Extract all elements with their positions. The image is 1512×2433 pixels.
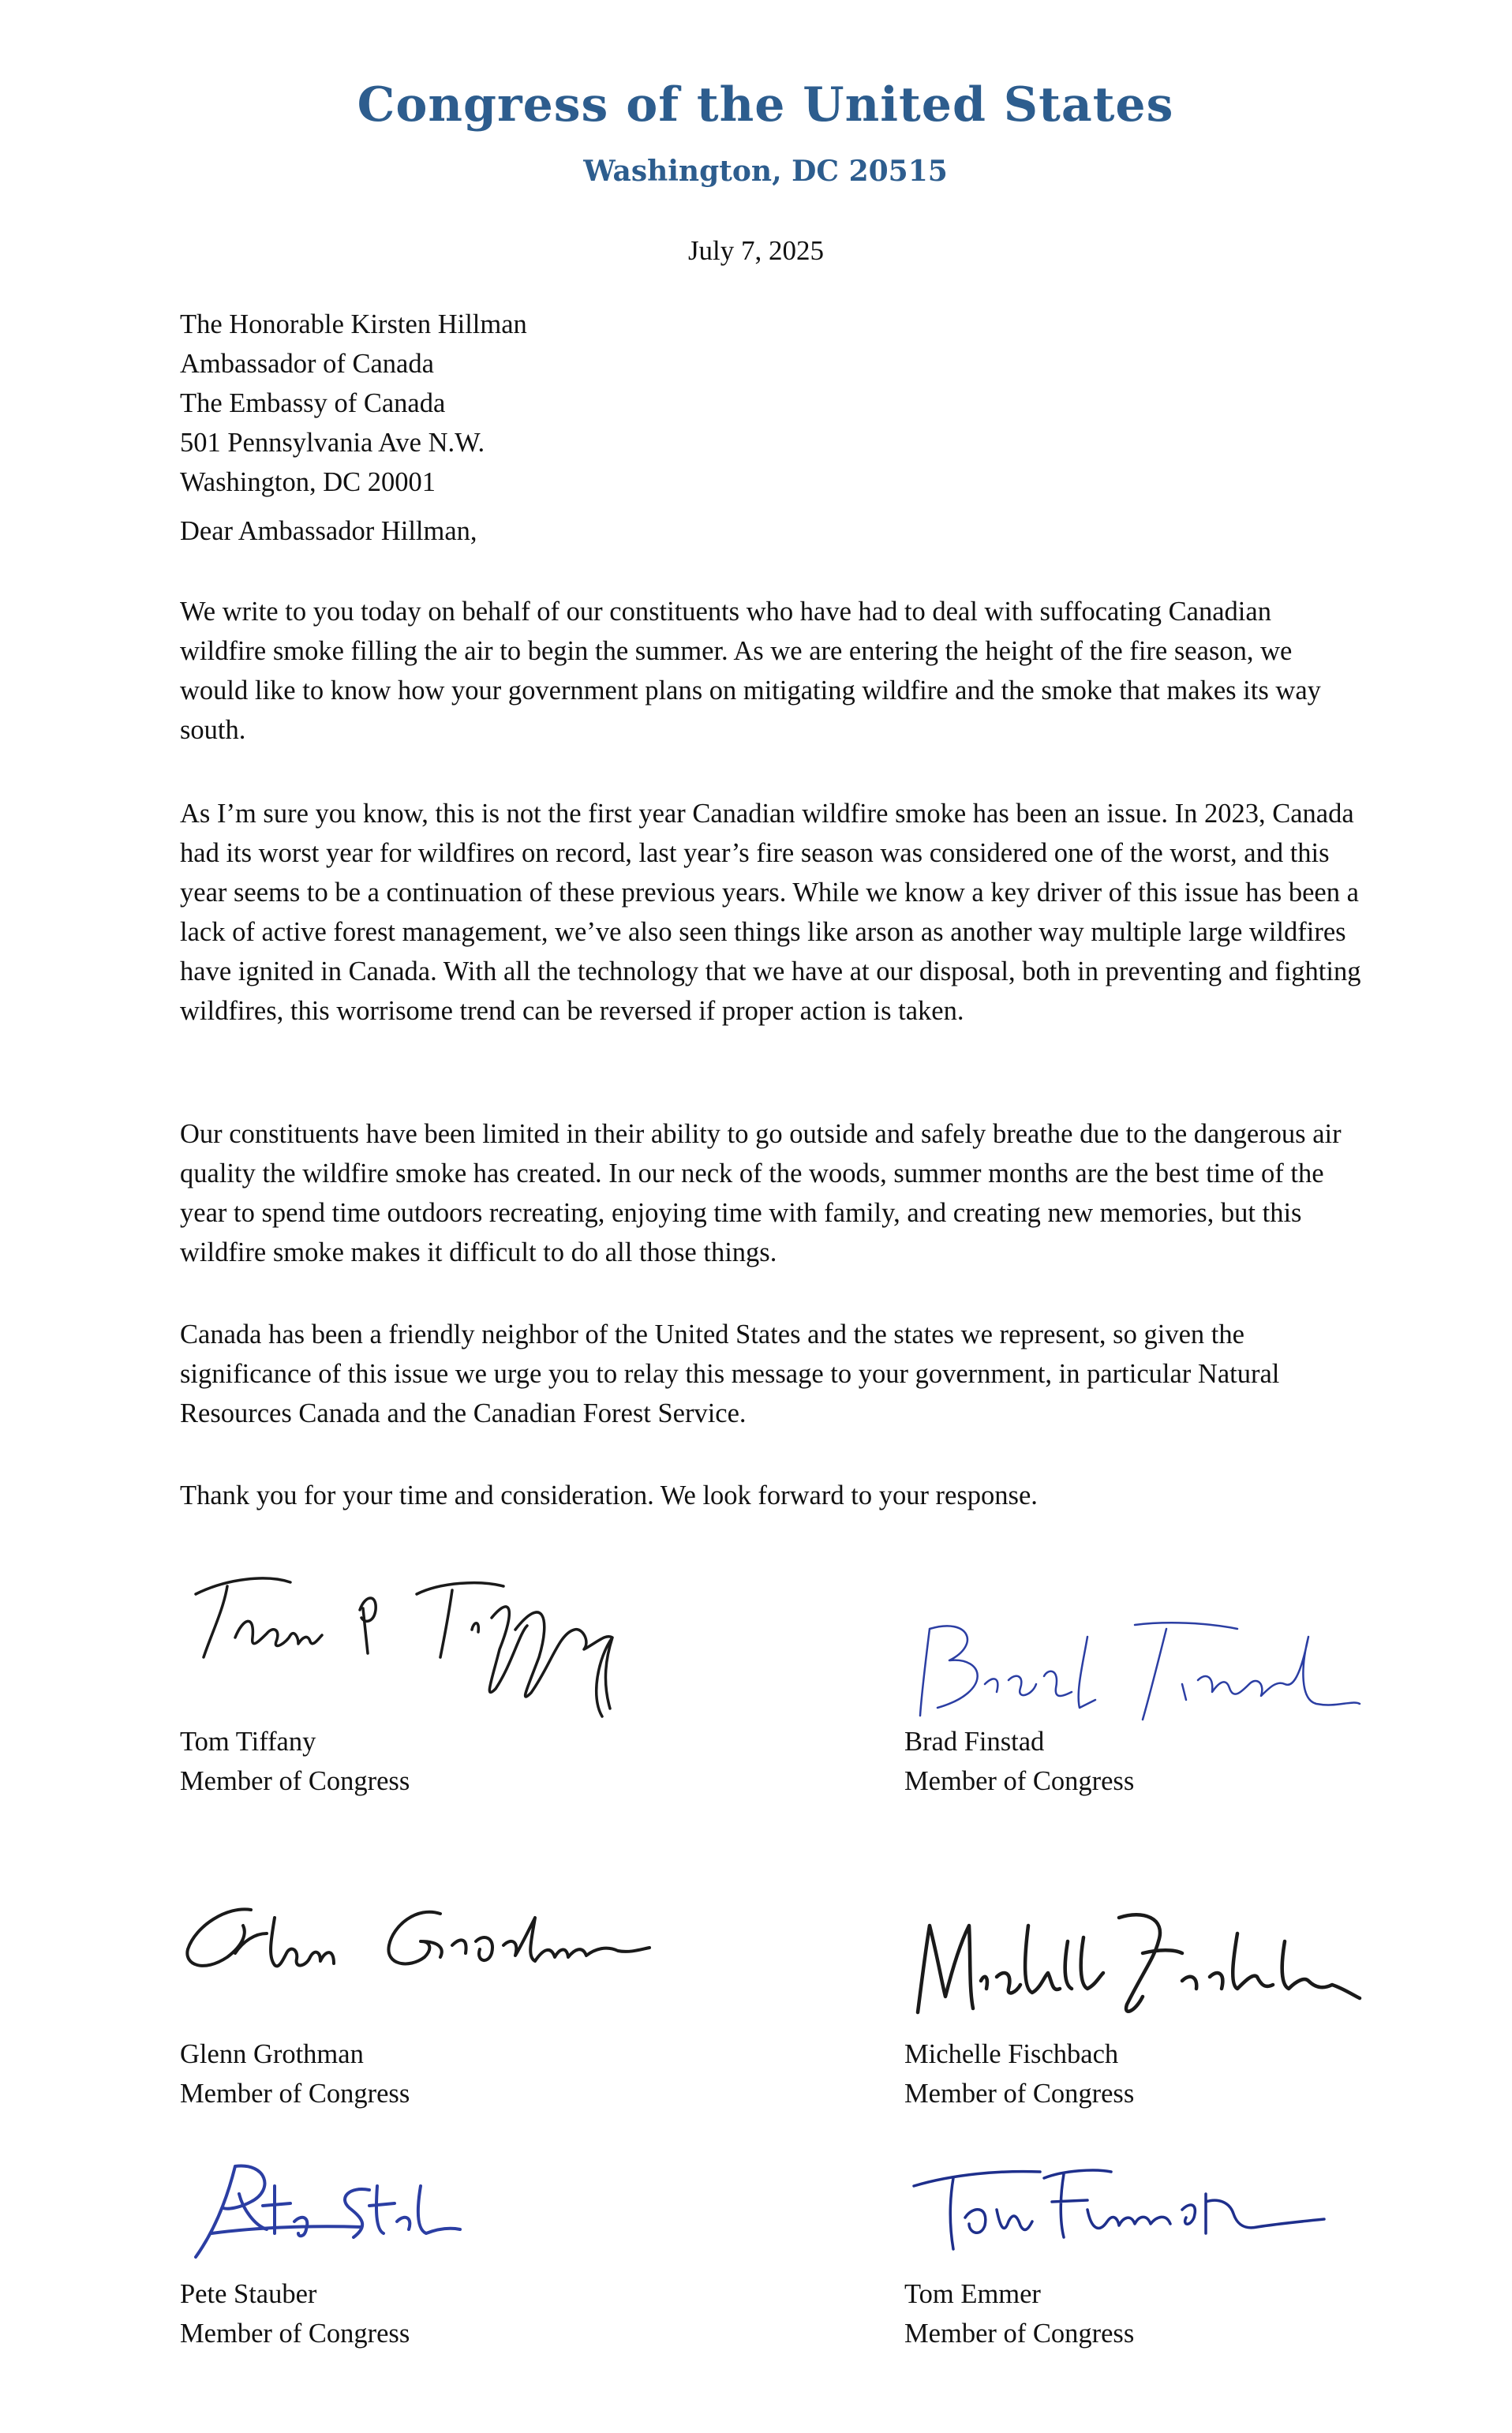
- signatory-title: Member of Congress: [904, 1766, 1135, 1796]
- letterhead-address: Washington, DC 20515: [583, 155, 948, 188]
- signatory-title: Member of Congress: [180, 1766, 410, 1796]
- signature-stauber: [180, 2154, 480, 2265]
- recipient-line: The Honorable Kirsten Hillman: [180, 309, 527, 339]
- recipient-line: 501 Pennsylvania Ave N.W.: [180, 428, 485, 458]
- signatory-title: Member of Congress: [180, 2319, 410, 2349]
- signatory-name: Pete Stauber: [180, 2279, 317, 2309]
- signatory-block: [904, 2034, 1134, 2113]
- recipient-line: The Embassy of Canada: [180, 388, 446, 418]
- signatory-block: [180, 2034, 410, 2113]
- signatory-title: Member of Congress: [904, 2079, 1135, 2109]
- body-paragraph-4: Canada has been a friendly neighbor of the United States and the states we represent, so given the significance of this issue we urge you to relay this message to your government, in particular Natural Resources Canada and the Canadian Forest Service.: [180, 1319, 1280, 1428]
- signatory-block: [180, 2274, 410, 2353]
- signatory-name: Tom Tiffany: [180, 1727, 316, 1757]
- recipient-address: [180, 305, 1364, 502]
- signatory-title: Member of Congress: [180, 2079, 410, 2109]
- body-paragraph-1: We write to you today on behalf of our constituents who have had to deal with suffocating Canadian wildfire smoke filling the air to begin the summer. As we are entering the height of the fire season, we would like to know how your government plans on mitigating wildfire and the smoke that makes its way south.: [180, 597, 1321, 745]
- signature-tiffany: [180, 1563, 622, 1720]
- body-paragraph-3: Our constituents have been limited in their ability to go outside and safely breathe due to the dangerous air quality the wildfire smoke has created. In our neck of the woods, summer months are the best time of the year to spend time outdoors recreating, enjoying time with family, and creating new memories, but this wildfire smoke makes it difficult to do all those things.: [180, 1119, 1342, 1267]
- signatory-name: Tom Emmer: [904, 2279, 1041, 2309]
- signatory-block: [904, 2274, 1134, 2353]
- recipient-line: Ambassador of Canada: [180, 349, 434, 379]
- recipient-line: Washington, DC 20001: [180, 467, 436, 497]
- letterhead-title: Congress of the United States: [357, 77, 1174, 133]
- signature-grothman: [180, 1894, 653, 1997]
- signatory-title: Member of Congress: [904, 2319, 1135, 2349]
- salutation: Dear Ambassador Hillman,: [180, 516, 477, 546]
- letter-date: July 7, 2025: [687, 235, 825, 266]
- closing-paragraph: Thank you for your time and consideration. We look forward to your response.: [180, 1480, 1038, 1510]
- signatory-block: [904, 1722, 1134, 1801]
- signatory-name: Michelle Fischbach: [904, 2039, 1119, 2069]
- signatory-name: Glenn Grothman: [180, 2039, 364, 2069]
- signature-emmer: [906, 2154, 1332, 2257]
- signatory-name: Brad Finstad: [904, 1727, 1045, 1757]
- signature-fischbach: [906, 1910, 1364, 2028]
- body-paragraph-2: As I’m sure you know, this is not the first year Canadian wildfire smoke has been an issue. In 2023, Canada had its worst year for wildfires on record, last year’s fire season was considered one of the worst, and this year seems to be a continuation of these previous years. While we know a key driver of this issue has been a lack of active forest management, we’ve also seen things like arson as another way multiple large wildfires have ignited in Canada. With all the technology that we have at our disposal, both in preventing and fighting wildfires, this worrisome trend can be reversed if proper action is taken.: [180, 799, 1361, 1026]
- signature-finstad: [906, 1613, 1364, 1731]
- signatory-block: [180, 1722, 410, 1801]
